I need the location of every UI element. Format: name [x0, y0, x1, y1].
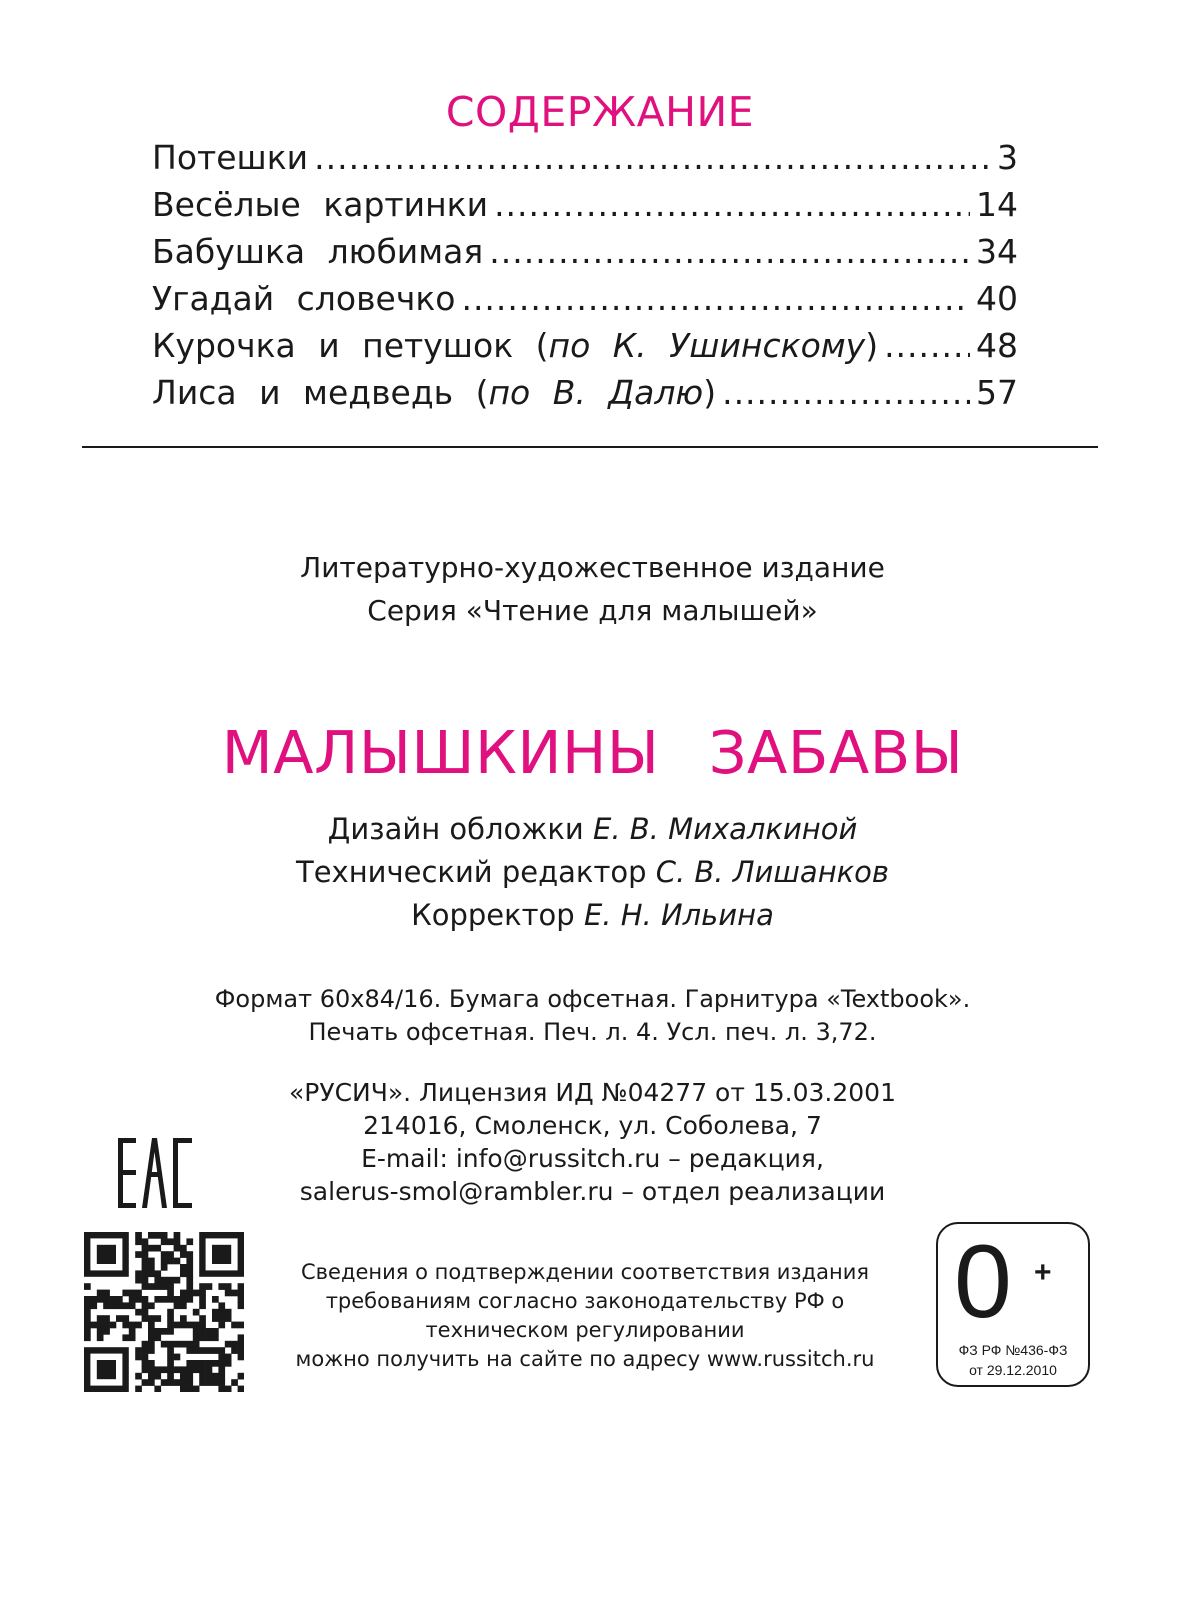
toc-item-label: Потешки [152, 138, 309, 177]
toc-dot-leader [314, 138, 991, 177]
publisher-line: salerus-smol@rambler.ru – отдел реализации [299, 1177, 886, 1206]
toc-item[interactable] [152, 326, 1018, 373]
conformity-line: требованиям согласно законодательству РФ о [325, 1289, 845, 1313]
table-of-contents [152, 138, 1018, 420]
toc-dot-leader [489, 232, 970, 271]
toc-item-page: 3 [997, 138, 1018, 177]
age-rating-badge [936, 1222, 1090, 1387]
eac-mark-icon [118, 1138, 192, 1208]
toc-item[interactable] [152, 373, 1018, 420]
credit-line: Корректор Е. Н. Ильина [411, 898, 774, 932]
toc-item[interactable] [152, 232, 1018, 279]
toc-item-page: 48 [976, 326, 1018, 365]
toc-dot-leader [494, 185, 970, 224]
toc-item-page: 40 [976, 279, 1018, 318]
series-name: Серия «Чтение для малышей» [367, 594, 818, 627]
toc-item-page: 14 [976, 185, 1018, 224]
toc-dot-leader [722, 373, 970, 412]
conformity-line: можно получить на сайте по адресу www.russitch.ru [295, 1347, 875, 1371]
toc-item-page: 34 [976, 232, 1018, 271]
section-divider [82, 446, 1098, 448]
toc-item-label: Весёлые картинки [152, 185, 489, 224]
toc-item-label: Угадай словечко [152, 279, 456, 318]
publisher-line: E-mail: info@russitch.ru – редакция, [361, 1144, 824, 1173]
book-title: МАЛЫШКИНЫ ЗАБАВЫ [221, 718, 964, 787]
age-rating-value: 0 [954, 1224, 1012, 1340]
spec-line: Формат 60x84/16. Бумага офсетная. Гарнитура «Textbook». [214, 985, 971, 1013]
edition-type: Литературно-художественное издание [300, 551, 885, 584]
publisher-line: 214016, Смоленск, ул. Соболева, 7 [363, 1111, 822, 1140]
toc-dot-leader [461, 279, 970, 318]
age-rating-law: ФЗ РФ №436-ФЗ [958, 1342, 1068, 1358]
toc-title: СОДЕРЖАНИЕ [445, 88, 755, 136]
toc-item-page: 57 [976, 373, 1018, 412]
publisher-line: «РУСИЧ». Лицензия ИД №04277 от 15.03.2001 [288, 1078, 896, 1107]
credit-line: Технический редактор С. В. Лишанков [295, 855, 890, 889]
toc-dot-leader [884, 326, 970, 365]
age-rating-law-date: от 29.12.2010 [969, 1362, 1057, 1378]
qr-code-icon[interactable] [84, 1232, 244, 1392]
toc-item[interactable] [152, 138, 1018, 185]
toc-item[interactable] [152, 185, 1018, 232]
age-rating-plus: + [1034, 1256, 1052, 1289]
toc-item-label: Курочка и петушок (по К. Ушинскому) [152, 326, 879, 365]
toc-item[interactable] [152, 279, 1018, 326]
spec-line: Печать офсетная. Печ. л. 4. Усл. печ. л. 3,72. [308, 1018, 877, 1046]
conformity-line: техническом регулировании [425, 1318, 745, 1342]
credit-line: Дизайн обложки Е. В. Михалкиной [327, 812, 858, 846]
toc-item-label: Лиса и медведь (по В. Далю) [152, 373, 717, 412]
toc-item-label: Бабушка любимая [152, 232, 484, 271]
conformity-line: Сведения о подтверждении соответствия издания [301, 1260, 869, 1284]
